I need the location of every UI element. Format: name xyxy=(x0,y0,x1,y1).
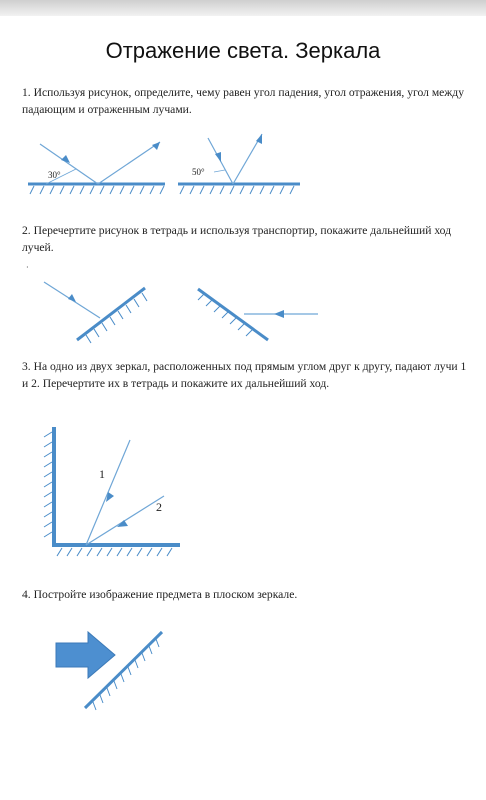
stray-dot: · xyxy=(26,263,29,272)
ray-label-2: 2 xyxy=(156,500,162,514)
page-title: Отражение света. Зеркала xyxy=(105,38,381,63)
task-4-text: 4. Постройте изображение предмета в плоском зеркале. xyxy=(22,588,298,601)
ray-label-1: 1 xyxy=(99,467,105,481)
task-3-text: 3. На одно из двух зеркал, расположенных под прямым углом друг к другу, падают лучи 1 и 2. Перечертите их в тетрадь и покажите их дальнейший ход. xyxy=(22,360,467,390)
task-1-text: 1. Используя рисунок, определите, чему равен угол падения, угол отражения, угол между падающим и отраженным лучами. xyxy=(22,86,465,116)
task-2-text: 2. Перечертите рисунок в тетрадь и используя транспортир, покажите дальнейший ход лучей. xyxy=(22,224,452,254)
object-block-arrow xyxy=(56,632,115,678)
angle-label-30: 30° xyxy=(48,170,61,180)
angle-label-50: 50° xyxy=(192,167,205,177)
